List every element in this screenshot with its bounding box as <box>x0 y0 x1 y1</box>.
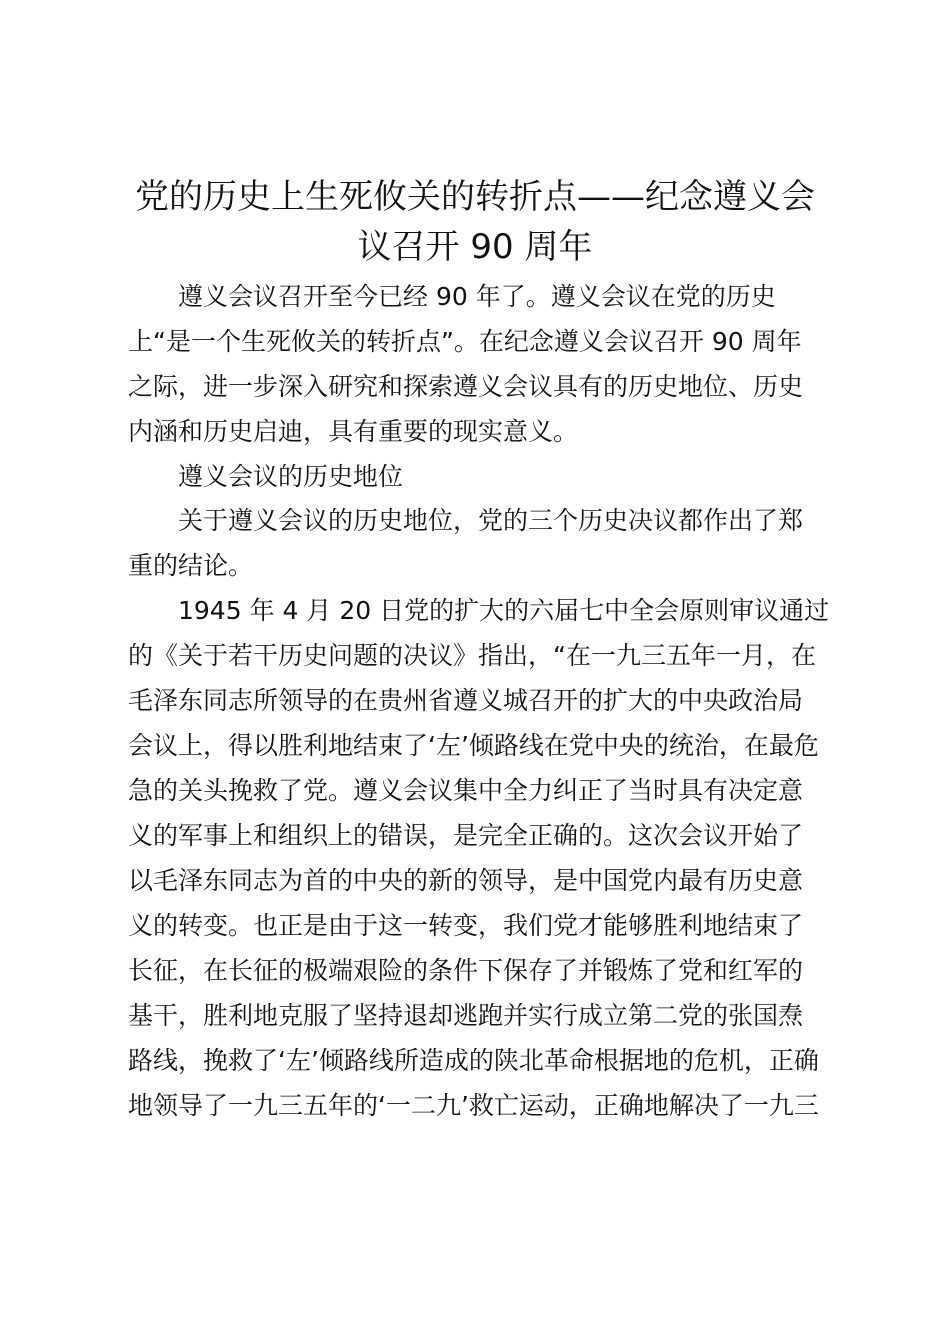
paragraph-line: 关于遵义会议的历史地位，党的三个历史决议都作出了郑 <box>178 506 804 535</box>
document-title <box>110 172 840 272</box>
paragraph-line: 1945 年 4 月 20 日党的扩大的六届七中全会原则审议通过 <box>178 596 830 625</box>
paragraph-line: 内涵和历史启迪，具有重要的现实意义。 <box>128 417 579 446</box>
paragraph-line: 毛泽东同志所领导的在贵州省遵义城召开的扩大的中央政治局 <box>128 686 804 715</box>
title-line: 议召开 90 周年 <box>357 227 593 267</box>
paragraph-line: 会议上，得以胜利地结束了‘左’倾路线在党中央的统治，在最危 <box>128 731 819 760</box>
paragraph-line: 地领导了一九三五年的‘一二九’救亡运动，正确地解决了一九三 <box>128 1091 819 1120</box>
paragraph-line: 以毛泽东同志为首的中央的新的领导，是中国党内最有历史意 <box>128 866 804 895</box>
paragraph-line: 基干，胜利地克服了坚持退却逃跑并实行成立第二党的张国焘 <box>128 1001 804 1030</box>
paragraph-line: 义的军事上和组织上的错误，是完全正确的。这次会议开始了 <box>128 821 804 850</box>
paragraph-line: 义的转变。也正是由于这一转变，我们党才能够胜利地结束了 <box>128 911 804 940</box>
paragraph-line: 急的关头挽救了党。遵义会议集中全力纠正了当时具有决定意 <box>128 776 804 805</box>
paragraph-line: 的《关于若干历史问题的决议》指出，“在一九三五年一月，在 <box>128 641 816 670</box>
title-line: 党的历史上生死攸关的转折点——纪念遵义会 <box>135 177 815 217</box>
section-heading: 遵义会议的历史地位 <box>178 462 404 491</box>
paragraph-line: 重的结论。 <box>128 551 254 580</box>
paragraph-line: 上“是一个生死攸关的转折点”。在纪念遵义会议召开 90 周年 <box>128 327 802 356</box>
paragraph-line: 路线，挽救了‘左’倾路线所造成的陕北革命根据地的危机，正确 <box>128 1046 819 1075</box>
paragraph-line: 遵义会议召开至今已经 90 年了。遵义会议在党的历史 <box>178 282 776 311</box>
paragraph-line: 之际，进一步深入研究和探索遵义会议具有的历史地位、历史 <box>128 372 804 401</box>
paragraph-line: 长征，在长征的极端艰险的条件下保存了并锻炼了党和红军的 <box>128 956 804 985</box>
